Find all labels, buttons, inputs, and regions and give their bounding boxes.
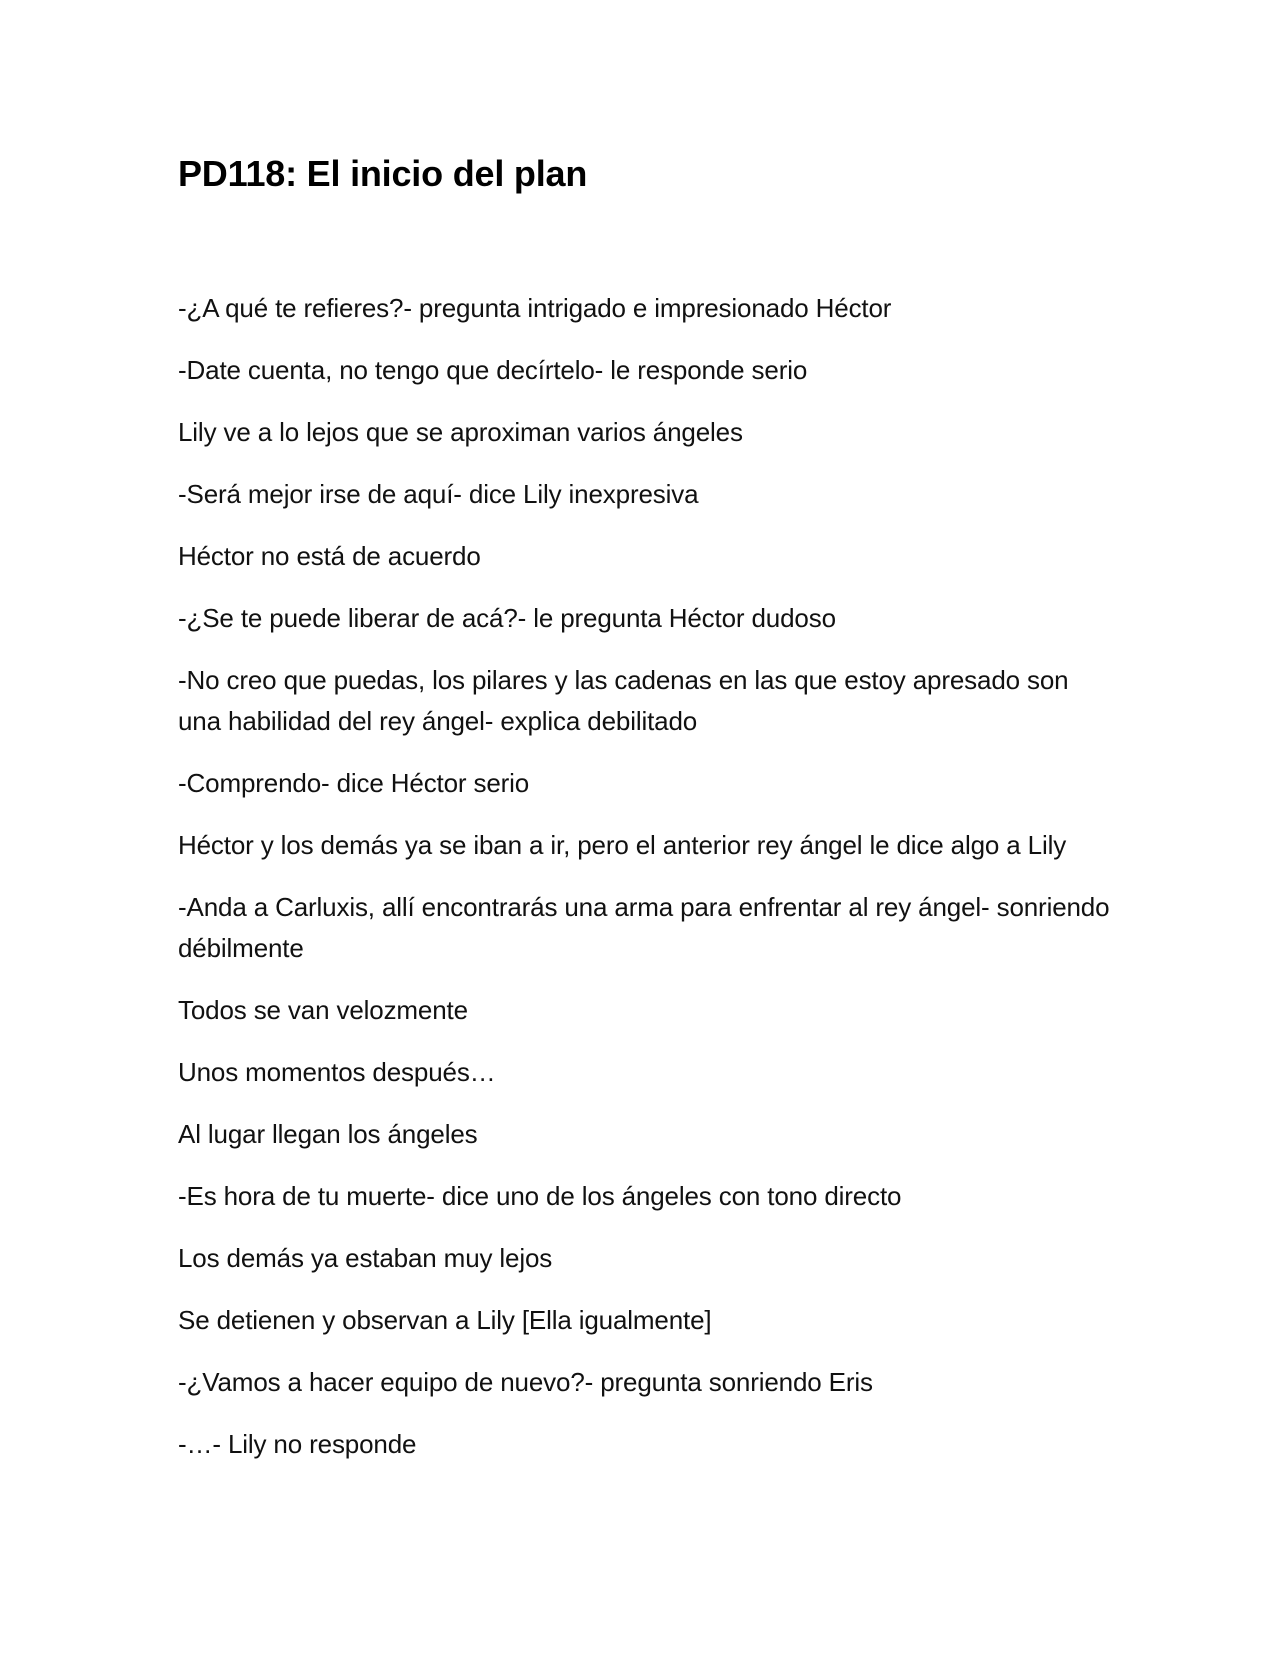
paragraph: -No creo que puedas, los pilares y las cadenas en las que estoy apresado son una habilidad del rey ángel- explica debilitado	[178, 665, 1069, 736]
document-body	[178, 288, 1118, 1486]
paragraph: Los demás ya estaban muy lejos	[178, 1243, 553, 1273]
paragraph: Unos momentos después…	[178, 1057, 496, 1087]
paragraph: -¿Vamos a hacer equipo de nuevo?- pregunta sonriendo Eris	[178, 1367, 873, 1397]
paragraph: Se detienen y observan a Lily [Ella igualmente]	[178, 1305, 712, 1335]
paragraph: Héctor no está de acuerdo	[178, 541, 481, 571]
paragraph: -¿Se te puede liberar de acá?- le pregunta Héctor dudoso	[178, 603, 836, 633]
paragraph: Lily ve a lo lejos que se aproximan varios ángeles	[178, 417, 743, 447]
paragraph: -Comprendo- dice Héctor serio	[178, 768, 530, 798]
paragraph: -Anda a Carluxis, allí encontrarás una arma para enfrentar al rey ángel- sonriendo débilmente	[178, 892, 1110, 963]
paragraph: -…- Lily no responde	[178, 1429, 417, 1459]
paragraph: -Es hora de tu muerte- dice uno de los ángeles con tono directo	[178, 1181, 902, 1211]
paragraph: -¿A qué te refieres?- pregunta intrigado e impresionado Héctor	[178, 293, 892, 323]
paragraph: Al lugar llegan los ángeles	[178, 1119, 478, 1149]
paragraph: -Date cuenta, no tengo que decírtelo- le responde serio	[178, 355, 808, 385]
document-title: PD118: El inicio del plan	[178, 153, 588, 194]
paragraph: Héctor y los demás ya se iban a ir, pero el anterior rey ángel le dice algo a Lily	[178, 830, 1067, 860]
paragraph: -Será mejor irse de aquí- dice Lily inexpresiva	[178, 479, 699, 509]
paragraph: Todos se van velozmente	[178, 995, 468, 1025]
